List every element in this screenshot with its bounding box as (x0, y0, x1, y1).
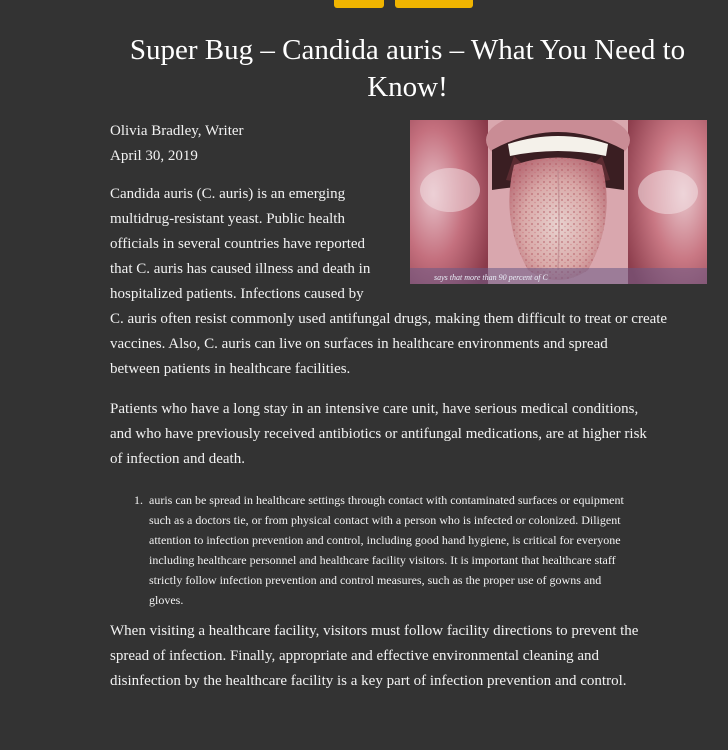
list-item-line: auris can be spread in healthcare settings through contact with contaminated surfaces or equipment (149, 493, 624, 507)
paragraph-line: officials in several countries have reported (110, 236, 366, 252)
paragraph-line: between patients in healthcare facilities. (110, 361, 351, 377)
image-caption: says that more than 90 percent of C (434, 273, 548, 282)
top-tab-button-1[interactable] (334, 0, 384, 8)
list-item-number: 1. (134, 493, 143, 507)
paragraph-line: spread of infection. Finally, appropriate and effective environmental cleaning and (110, 648, 599, 664)
paragraph-line: that C. auris has caused illness and death in (110, 261, 371, 277)
author-name: Olivia Bradley, Writer (110, 123, 244, 139)
list-item-line: strictly follow infection prevention and control measures, such as the proper use of gowns and (149, 573, 602, 587)
list-item-line: gloves. (149, 593, 184, 607)
publish-date: April 30, 2019 (110, 148, 198, 164)
list-item-line: attention to infection prevention and control, including good hand hygiene, is critical for everyone (149, 533, 621, 547)
paragraph-line: multidrug-resistant yeast. Public health (110, 211, 345, 227)
paragraph-line: When visiting a healthcare facility, visitors must follow facility directions to prevent the (110, 623, 639, 639)
article-title (110, 32, 705, 106)
paragraph-risk (110, 397, 710, 472)
paragraph-line: hospitalized patients. Infections caused by (110, 286, 364, 302)
article-title-line-1: Super Bug – Candida auris – What You Need to (129, 34, 686, 66)
paragraph-line: Candida auris (C. auris) is an emerging (110, 186, 346, 202)
paragraph-line: disinfection by the healthcare facility is a key part of infection prevention and control. (110, 673, 627, 689)
list-item (149, 490, 705, 610)
list-item-line: such as a doctors tie, or from physical contact with a person who is infected or colonized. Diligent (149, 513, 621, 527)
paragraph-visitors (110, 619, 710, 694)
byline (110, 119, 244, 169)
list-item-line: including healthcare personnel and healthcare facility visitors. It is important that healthcare staff (149, 553, 616, 567)
top-tab-button-2[interactable] (395, 0, 473, 8)
paragraph-line: C. auris often resist commonly used antifungal drugs, making them difficult to treat or create (110, 311, 668, 327)
article-title-line-2: Know! (367, 71, 448, 103)
paragraph-line: and who have previously received antibiotics or antifungal medications, are at higher risk (110, 426, 647, 442)
paragraph-line: of infection and death. (110, 451, 245, 467)
paragraph-line: vaccines. Also, C. auris can live on surfaces in healthcare environments and spread (110, 336, 608, 352)
paragraph-line: Patients who have a long stay in an intensive care unit, have serious medical conditions, (110, 401, 639, 417)
paragraph-intro (110, 182, 710, 382)
